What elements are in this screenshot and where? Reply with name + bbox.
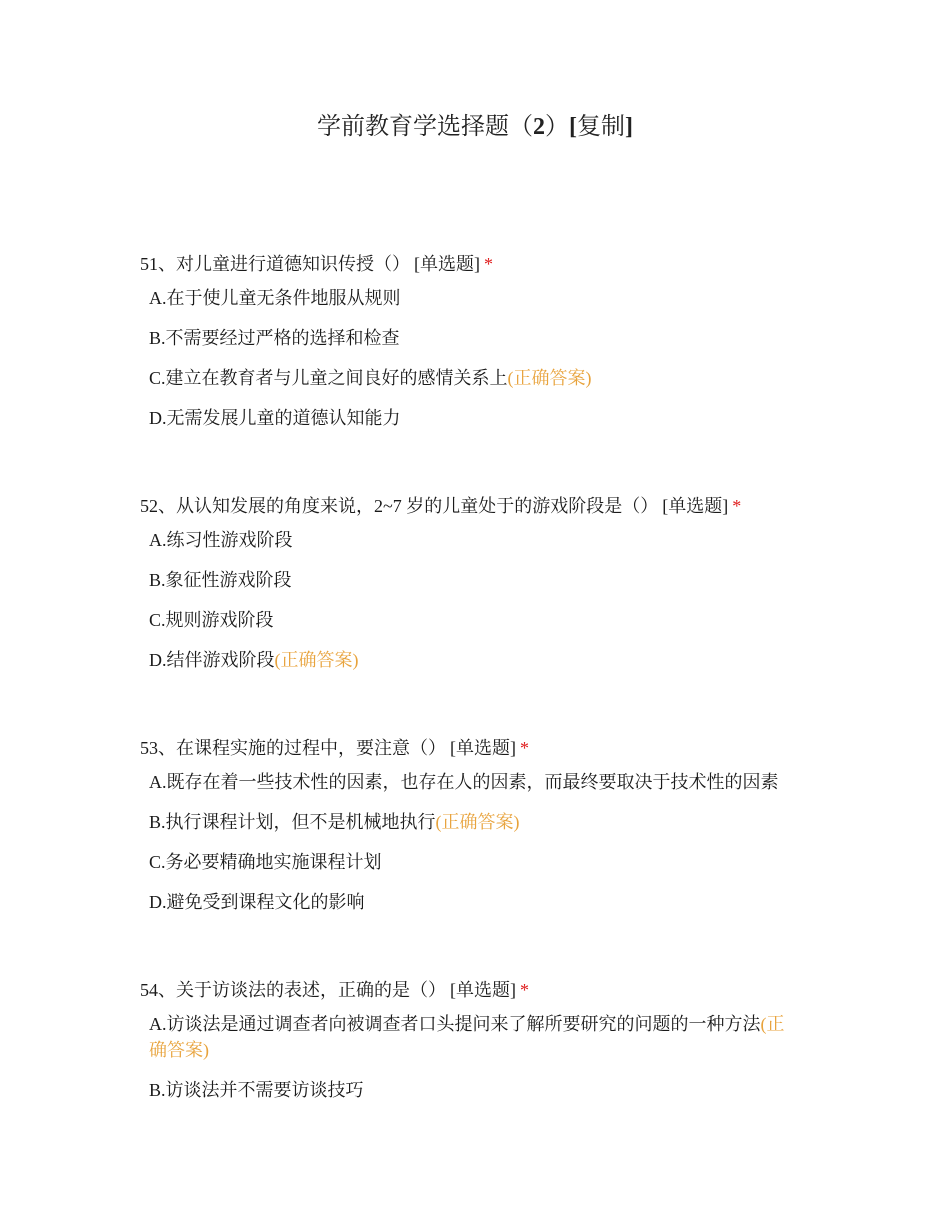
question-stem xyxy=(140,493,840,519)
correct-answer-label: (正确答案) xyxy=(507,368,592,388)
question-text: 51、对儿童进行道德知识传授（） xyxy=(140,254,410,274)
required-marker: * xyxy=(520,980,529,1000)
question-53 xyxy=(140,735,840,929)
option-b: B.不需要经过严格的选择和检查 xyxy=(149,328,400,348)
question-type: [单选题] xyxy=(662,496,729,516)
option-b: B.象征性游戏阶段 xyxy=(149,570,292,590)
title-bracket-close: ] xyxy=(625,114,633,140)
option-a: A.访谈法是通过调查者向被调查者口头提问来了解所要研究的问题的一种方法(正确答案) xyxy=(149,1014,785,1060)
question-stem xyxy=(140,977,840,1003)
correct-answer-label: (正确答案) xyxy=(274,650,359,670)
correct-answer-label: (正确答案) xyxy=(149,1014,785,1060)
question-type: [单选题] xyxy=(450,980,516,1000)
options-list xyxy=(140,285,840,431)
question-stem xyxy=(140,251,840,277)
option-a: A.练习性游戏阶段 xyxy=(149,530,293,550)
option-c: C.规则游戏阶段 xyxy=(149,610,274,630)
option-b: B.访谈法并不需要访谈技巧 xyxy=(149,1080,364,1100)
correct-answer-label: (正确答案) xyxy=(435,812,520,832)
option-d: D.避免受到课程文化的影响 xyxy=(149,892,365,912)
question-text: 53、在课程实施的过程中，要注意（） xyxy=(140,738,446,758)
title-paren: ） xyxy=(545,114,569,140)
option-c: C.务必要精确地实施课程计划 xyxy=(149,852,382,872)
options-list xyxy=(140,1011,840,1103)
copy-label: 复制 xyxy=(577,114,625,140)
title-number: 2 xyxy=(533,114,545,140)
question-type: [单选题] xyxy=(450,738,516,758)
title-bracket-open: [ xyxy=(569,114,577,140)
required-marker: * xyxy=(484,254,493,274)
question-51 xyxy=(140,251,840,445)
question-52 xyxy=(140,493,840,687)
required-marker: * xyxy=(732,496,742,516)
option-c: C.建立在教育者与儿童之间良好的感情关系上(正确答案) xyxy=(149,368,592,388)
question-text: 54、关于访谈法的表述，正确的是（） xyxy=(140,980,446,1000)
page-title xyxy=(0,110,950,144)
option-d: D.结伴游戏阶段(正确答案) xyxy=(149,650,359,670)
option-a: A.既存在着一些技术性的因素，也存在人的因素，而最终要取决于技术性的因素 xyxy=(149,772,779,792)
question-stem xyxy=(140,735,840,761)
question-type: [单选题] xyxy=(414,254,480,274)
question-text: 52、从认知发展的角度来说，2~7 岁的儿童处于的游戏阶段是（） xyxy=(140,496,659,516)
option-b: B.执行课程计划，但不是机械地执行(正确答案) xyxy=(149,812,520,832)
title-text: 学前教育学选择题（ xyxy=(317,114,533,140)
options-list xyxy=(140,527,840,673)
question-54 xyxy=(140,977,840,1117)
required-marker: * xyxy=(520,738,529,758)
option-d: D.无需发展儿童的道德认知能力 xyxy=(149,408,401,428)
option-a: A.在于使儿童无条件地服从规则 xyxy=(149,288,401,308)
options-list xyxy=(140,769,840,915)
